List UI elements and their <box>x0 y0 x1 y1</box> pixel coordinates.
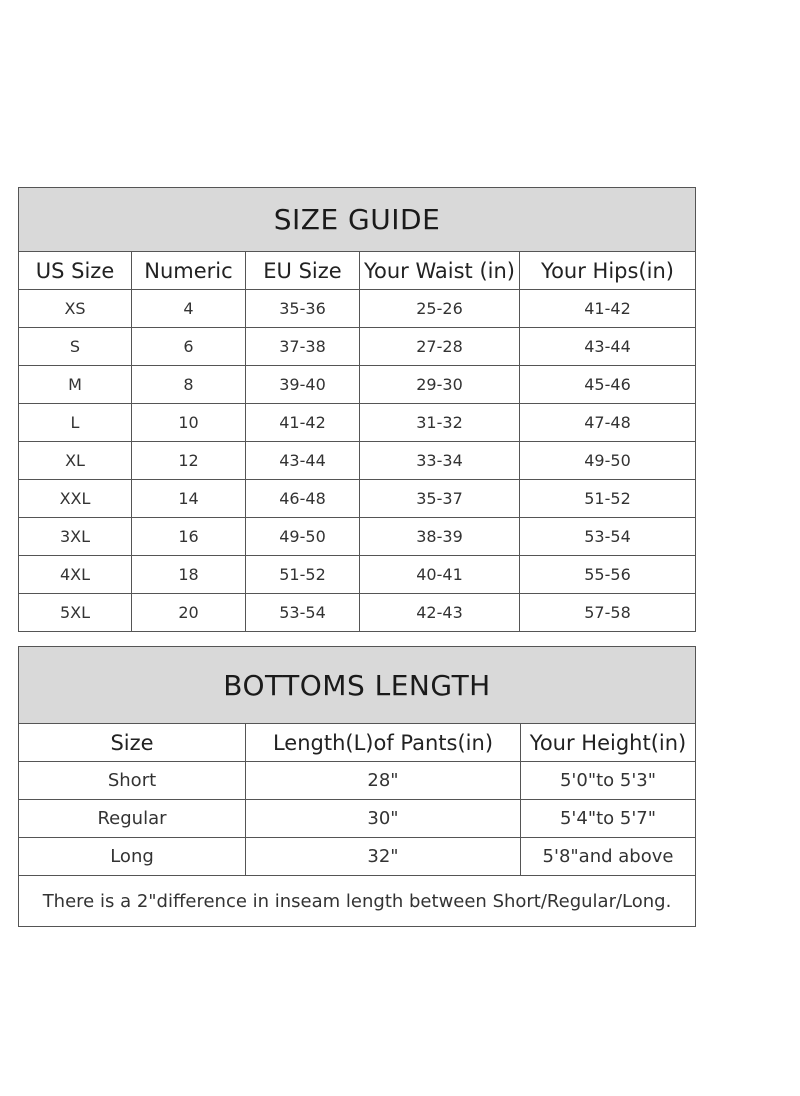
cell-numeric: 4 <box>132 290 246 328</box>
size-guide-table <box>18 187 696 632</box>
cell-hips: 45-46 <box>520 366 696 404</box>
cell-hips: 49-50 <box>520 442 696 480</box>
cell-waist: 42-43 <box>360 594 520 632</box>
cell-numeric: 18 <box>132 556 246 594</box>
table-row <box>19 442 696 480</box>
bottoms-length-table <box>18 646 696 927</box>
cell-numeric: 14 <box>132 480 246 518</box>
table-row <box>19 290 696 328</box>
cell-numeric: 10 <box>132 404 246 442</box>
cell-hips: 53-54 <box>520 518 696 556</box>
cell-us-size: L <box>19 404 132 442</box>
cell-us-size: XXL <box>19 480 132 518</box>
cell-eu-size: 46-48 <box>246 480 360 518</box>
header-numeric: Numeric <box>132 252 246 290</box>
table-row <box>19 800 696 838</box>
cell-us-size: 5XL <box>19 594 132 632</box>
bottoms-length-note-row <box>19 876 696 927</box>
cell-size: Long <box>19 838 246 876</box>
cell-waist: 27-28 <box>360 328 520 366</box>
table-row <box>19 366 696 404</box>
cell-hips: 57-58 <box>520 594 696 632</box>
cell-numeric: 8 <box>132 366 246 404</box>
cell-numeric: 16 <box>132 518 246 556</box>
cell-eu-size: 41-42 <box>246 404 360 442</box>
cell-eu-size: 51-52 <box>246 556 360 594</box>
cell-hips: 51-52 <box>520 480 696 518</box>
header-eu-size: EU Size <box>246 252 360 290</box>
cell-eu-size: 37-38 <box>246 328 360 366</box>
table-row <box>19 518 696 556</box>
cell-pants-length: 30" <box>246 800 521 838</box>
cell-height: 5'8"and above <box>521 838 696 876</box>
cell-size: Short <box>19 762 246 800</box>
cell-eu-size: 49-50 <box>246 518 360 556</box>
header-height: Your Height(in) <box>521 724 696 762</box>
header-waist: Your Waist (in) <box>360 252 520 290</box>
table-row <box>19 556 696 594</box>
table-row <box>19 762 696 800</box>
cell-waist: 29-30 <box>360 366 520 404</box>
cell-pants-length: 32" <box>246 838 521 876</box>
cell-eu-size: 39-40 <box>246 366 360 404</box>
cell-us-size: XL <box>19 442 132 480</box>
bottoms-length-header-row <box>19 724 696 762</box>
cell-eu-size: 53-54 <box>246 594 360 632</box>
cell-height: 5'4"to 5'7" <box>521 800 696 838</box>
header-hips: Your Hips(in) <box>520 252 696 290</box>
cell-hips: 43-44 <box>520 328 696 366</box>
cell-us-size: 3XL <box>19 518 132 556</box>
table-row <box>19 594 696 632</box>
size-guide-header-row <box>19 252 696 290</box>
size-guide-title: SIZE GUIDE <box>19 188 696 252</box>
header-size: Size <box>19 724 246 762</box>
cell-hips: 47-48 <box>520 404 696 442</box>
header-pants-length: Length(L)of Pants(in) <box>246 724 521 762</box>
cell-us-size: S <box>19 328 132 366</box>
bottoms-length-title: BOTTOMS LENGTH <box>19 647 696 724</box>
cell-waist: 25-26 <box>360 290 520 328</box>
cell-waist: 31-32 <box>360 404 520 442</box>
table-row <box>19 838 696 876</box>
cell-us-size: 4XL <box>19 556 132 594</box>
cell-numeric: 12 <box>132 442 246 480</box>
cell-waist: 40-41 <box>360 556 520 594</box>
cell-hips: 41-42 <box>520 290 696 328</box>
cell-waist: 33-34 <box>360 442 520 480</box>
cell-waist: 38-39 <box>360 518 520 556</box>
cell-numeric: 20 <box>132 594 246 632</box>
cell-eu-size: 35-36 <box>246 290 360 328</box>
cell-height: 5'0"to 5'3" <box>521 762 696 800</box>
cell-eu-size: 43-44 <box>246 442 360 480</box>
cell-us-size: M <box>19 366 132 404</box>
cell-size: Regular <box>19 800 246 838</box>
table-row <box>19 328 696 366</box>
inseam-note: There is a 2"difference in inseam length between Short/Regular/Long. <box>19 876 696 927</box>
cell-us-size: XS <box>19 290 132 328</box>
cell-hips: 55-56 <box>520 556 696 594</box>
cell-waist: 35-37 <box>360 480 520 518</box>
header-us-size: US Size <box>19 252 132 290</box>
bottoms-length-title-row <box>19 647 696 724</box>
table-row <box>19 480 696 518</box>
table-row <box>19 404 696 442</box>
size-guide-title-row <box>19 188 696 252</box>
cell-numeric: 6 <box>132 328 246 366</box>
cell-pants-length: 28" <box>246 762 521 800</box>
